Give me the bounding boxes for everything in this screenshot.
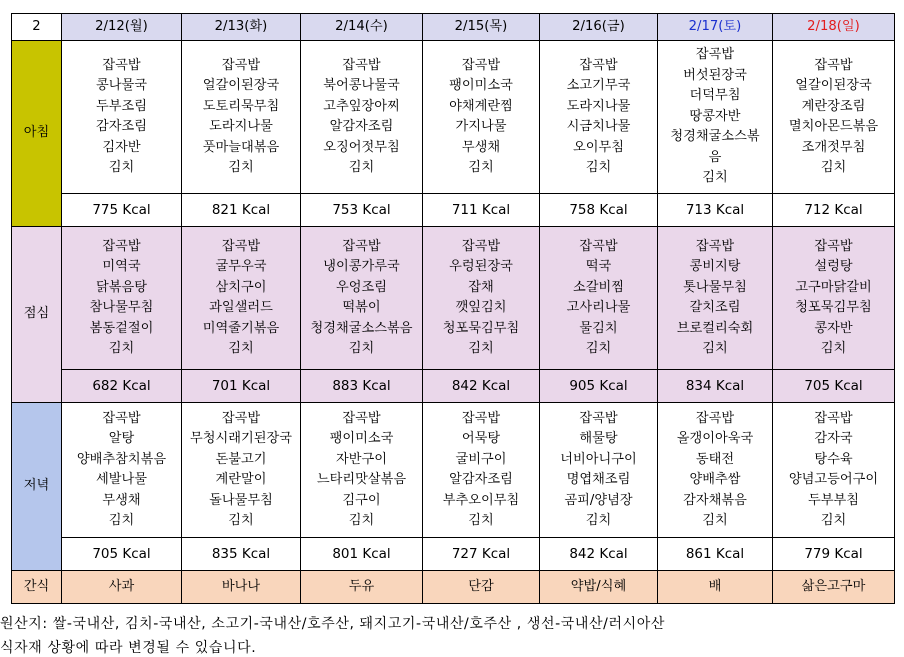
dish-item: 김치 — [228, 341, 254, 356]
dish-item: 고구마닭갈비 — [795, 279, 872, 295]
dish-item: 잡곡밥 — [221, 57, 261, 73]
dinner-label: 저녁 — [12, 403, 62, 571]
dish-item: 청경채굴소스볶 — [670, 129, 760, 145]
breakfast-menu-cell — [540, 41, 658, 194]
origin-note: 원산지: 쌀-국내산, 김치-국내산, 소고기-국내산/호주산, 돼지고기-국내산/호주산 , 생선-국내산/러시아산 — [0, 616, 665, 632]
day-header: 2/16(금) — [540, 14, 658, 41]
snack-cell: 사과 — [62, 571, 182, 604]
lunch-menu-cell — [62, 227, 182, 370]
breakfast-menu-cell — [62, 41, 182, 194]
dish-item: 야채계란찜 — [449, 98, 513, 114]
dish-item: 김자반 — [102, 139, 141, 155]
day-header: 2/12(월) — [62, 14, 182, 41]
dish-item: 양념고등어구이 — [788, 472, 879, 487]
dish-item: 잡곡밥 — [579, 238, 618, 254]
dish-item: 잡곡밥 — [814, 238, 853, 254]
dish-item: 김치 — [702, 341, 728, 356]
dish-item: 계란말이 — [215, 472, 267, 487]
dish-item: 잡곡밥 — [342, 410, 381, 426]
dish-item: 양배추쌈 — [689, 472, 741, 487]
dish-item: 알탕 — [108, 431, 135, 446]
dish-item: 부추오이무침 — [442, 492, 520, 508]
dish-item: 삼치구이 — [215, 279, 267, 295]
dish-item: 알감자조림 — [329, 119, 394, 134]
dish-item: 브로컬리숙회 — [676, 320, 754, 336]
dish-item: 김치 — [348, 160, 375, 175]
lunch-menu-cell — [423, 227, 540, 370]
dish-item: 떡볶이 — [342, 300, 381, 315]
dish-item: 감자국 — [814, 431, 853, 446]
lunch-dish-row — [12, 227, 895, 370]
dish-item: 명엽채조림 — [566, 472, 631, 487]
dish-item: 김치 — [820, 160, 847, 175]
dish-item: 무생채 — [102, 492, 141, 508]
dish-item: 가지나물 — [455, 119, 507, 134]
dish-item: 멸치아몬드볶음 — [788, 119, 879, 134]
dish-item: 냉이콩가루국 — [323, 259, 400, 274]
dish-item: 무생채 — [461, 139, 501, 155]
dish-item: 우엉조림 — [336, 279, 387, 295]
dish-item: 잡곡밥 — [102, 57, 141, 73]
dish-item: 도라지나물 — [209, 119, 273, 134]
kcal-cell: 705 Kcal — [773, 370, 895, 403]
breakfast-kcal-row — [12, 194, 895, 227]
dish-item: 북어콩나물국 — [323, 78, 400, 93]
kcal-cell: 711 Kcal — [423, 194, 540, 227]
dish-item: 김치 — [585, 513, 612, 528]
dish-item: 김치 — [468, 513, 494, 528]
dinner-menu-cell — [182, 403, 301, 538]
dish-item: 미역국 — [102, 259, 141, 274]
kcal-cell: 834 Kcal — [658, 370, 773, 403]
kcal-cell: 905 Kcal — [540, 370, 658, 403]
dish-item: 김치 — [108, 160, 135, 175]
dinner-menu-cell — [301, 403, 423, 538]
snack-cell: 두유 — [301, 571, 423, 604]
snack-cell: 삶은고구마 — [773, 571, 895, 604]
kcal-cell: 842 Kcal — [540, 538, 658, 571]
breakfast-menu-cell — [301, 41, 423, 194]
dish-item: 소고기무국 — [566, 78, 631, 93]
dish-item: 떡국 — [585, 259, 612, 274]
snack-cell: 약밥/식혜 — [540, 571, 658, 604]
dish-item: 김치 — [348, 513, 375, 528]
dish-item: 두부조림 — [96, 98, 147, 114]
kcal-cell: 701 Kcal — [182, 370, 301, 403]
snack-cell: 단감 — [423, 571, 540, 604]
dish-item: 올갱이아욱국 — [676, 431, 754, 446]
dish-item: 오징어젓무침 — [323, 139, 400, 155]
dish-item: 참나물무침 — [89, 300, 154, 315]
breakfast-menu-cell — [773, 41, 895, 194]
dish-item: 감자조림 — [96, 119, 147, 134]
breakfast-dish-row — [12, 41, 895, 194]
snack-cell: 배 — [658, 571, 773, 604]
kcal-cell: 712 Kcal — [773, 194, 895, 227]
dish-item: 콩비지탕 — [689, 259, 741, 274]
header-row — [12, 14, 895, 41]
dinner-dish-row — [12, 403, 895, 538]
dish-item: 잡곡밥 — [695, 47, 735, 63]
dish-item: 풋마늘대볶음 — [202, 139, 280, 155]
dish-item: 잡곡밥 — [814, 57, 853, 73]
dish-item: 굴비구이 — [455, 451, 507, 467]
kcal-cell: 705 Kcal — [62, 538, 182, 571]
dinner-menu-cell — [773, 403, 895, 538]
lunch-menu-cell — [182, 227, 301, 370]
dinner-menu-cell — [62, 403, 182, 538]
dish-item: 잡곡밥 — [579, 57, 618, 73]
dish-item: 미역줄기볶음 — [202, 320, 280, 336]
kcal-cell: 727 Kcal — [423, 538, 540, 571]
dish-item: 물김치 — [579, 320, 618, 336]
dish-item: 팽이미소국 — [449, 78, 513, 93]
dish-item: 김치 — [585, 160, 612, 175]
dish-item: 도라지나물 — [566, 98, 631, 114]
dish-item: 세발나물 — [96, 472, 147, 487]
dish-item: 조개젓무침 — [801, 139, 866, 155]
dish-item: 잡곡밥 — [695, 410, 735, 426]
dish-item: 너비아니구이 — [560, 451, 637, 467]
dish-item: 잡곡밥 — [695, 238, 735, 254]
lunch-menu-cell — [658, 227, 773, 370]
dish-item: 잡곡밥 — [579, 410, 618, 426]
dinner-kcal-row — [12, 538, 895, 571]
kcal-cell: 682 Kcal — [62, 370, 182, 403]
kcal-cell: 801 Kcal — [301, 538, 423, 571]
dish-item: 시금치나물 — [566, 119, 631, 134]
dish-item: 김치 — [228, 160, 254, 175]
dish-item: 자반구이 — [336, 451, 387, 467]
dish-item: 돌나물무침 — [209, 492, 273, 508]
breakfast-menu-cell — [182, 41, 301, 194]
dish-item: 더덕무침 — [689, 88, 741, 104]
kcal-cell: 883 Kcal — [301, 370, 423, 403]
lunch-label: 점심 — [12, 227, 62, 403]
dish-item: 잡곡밥 — [814, 410, 853, 426]
dish-item: 감자채볶음 — [683, 492, 747, 508]
dish-item: 콩나물국 — [96, 78, 147, 93]
day-header: 2/17(토) — [658, 14, 773, 41]
dish-item: 잡곡밥 — [461, 410, 501, 426]
dish-item: 잡곡밥 — [342, 57, 381, 73]
dish-item: 탕수육 — [814, 451, 853, 467]
dish-item: 고사리나물 — [566, 300, 631, 315]
dish-item: 알감자조림 — [449, 472, 513, 487]
dish-item: 김구이 — [342, 492, 381, 508]
dish-item: 잡채 — [468, 279, 494, 295]
kcal-cell: 861 Kcal — [658, 538, 773, 571]
weekly-meal-table — [11, 13, 895, 604]
snack-row — [12, 571, 895, 604]
lunch-menu-cell — [301, 227, 423, 370]
dish-item: 잡곡밥 — [461, 238, 501, 254]
dish-item: 버섯된장국 — [683, 67, 747, 83]
dish-item: 김치 — [585, 341, 612, 356]
dish-item: 잡곡밥 — [221, 410, 261, 426]
kcal-cell: 758 Kcal — [540, 194, 658, 227]
dish-item: 팽이미소국 — [329, 431, 394, 446]
kcal-cell: 821 Kcal — [182, 194, 301, 227]
dish-item: 굴무우국 — [215, 259, 267, 274]
dish-item: 느타리맛살볶음 — [316, 472, 407, 487]
dish-item: 김치 — [468, 341, 494, 356]
lunch-menu-cell — [773, 227, 895, 370]
dish-item: 닭볶음탕 — [96, 279, 147, 295]
dish-item: 잡곡밥 — [102, 238, 141, 254]
month-cell: 2 — [12, 14, 62, 41]
day-header: 2/13(화) — [182, 14, 301, 41]
snack-label: 간식 — [12, 571, 62, 604]
dish-item: 콩자반 — [814, 320, 853, 336]
dish-item: 김치 — [468, 160, 494, 175]
dish-item: 두부부침 — [808, 492, 859, 508]
dish-item: 양배추참치볶음 — [76, 451, 167, 467]
breakfast-menu-cell — [423, 41, 540, 194]
breakfast-label: 아침 — [12, 41, 62, 227]
dish-item: 얼갈이된장국 — [202, 78, 280, 93]
change-notice: 식자재 상황에 따라 변경될 수 있습니다. — [0, 640, 257, 656]
dish-item: 김치 — [702, 170, 728, 186]
dish-item: 김치 — [820, 513, 847, 528]
kcal-cell: 842 Kcal — [423, 370, 540, 403]
dish-item: 소갈비찜 — [573, 279, 624, 295]
dish-item: 과일샐러드 — [209, 300, 273, 315]
dish-item: 청포묵김무침 — [442, 320, 520, 336]
dinner-menu-cell — [658, 403, 773, 538]
kcal-cell: 713 Kcal — [658, 194, 773, 227]
day-header: 2/14(수) — [301, 14, 423, 41]
dish-item: 청경채굴소스볶음 — [310, 320, 413, 336]
breakfast-menu-cell — [658, 41, 773, 194]
dish-item: 어묵탕 — [461, 431, 501, 446]
kcal-cell: 835 Kcal — [182, 538, 301, 571]
dish-item: 얼갈이된장국 — [795, 78, 872, 93]
dish-item: 곰피/양념장 — [564, 492, 633, 508]
dish-item: 김치 — [820, 341, 847, 356]
dish-item: 도토리묵무침 — [202, 98, 280, 114]
dish-item: 잡곡밥 — [342, 238, 381, 254]
dish-item: 무청시래기된장국 — [190, 431, 292, 446]
dish-item: 김치 — [702, 513, 728, 528]
dish-item: 돈불고기 — [215, 451, 267, 467]
snack-cell: 바나나 — [182, 571, 301, 604]
dish-item: 김치 — [348, 341, 375, 356]
dinner-menu-cell — [540, 403, 658, 538]
dish-item: 계란장조림 — [801, 98, 866, 114]
dish-item: 톳나물무침 — [683, 279, 747, 295]
lunch-menu-cell — [540, 227, 658, 370]
dish-item: 김치 — [108, 341, 135, 356]
dish-item: 설렁탕 — [814, 259, 853, 274]
dish-item: 동태전 — [695, 451, 735, 467]
dish-item: 땅콩자반 — [689, 108, 741, 124]
lunch-kcal-row — [12, 370, 895, 403]
kcal-cell: 753 Kcal — [301, 194, 423, 227]
dish-item: 갈치조림 — [689, 300, 741, 315]
day-header: 2/18(일) — [773, 14, 895, 41]
dish-item: 고추잎장아찌 — [323, 98, 400, 114]
dish-item: 봄동겉절이 — [89, 320, 154, 336]
dinner-menu-cell — [423, 403, 540, 538]
dish-item: 김치 — [108, 513, 135, 528]
dish-item: 김치 — [228, 513, 254, 528]
dish-item: 우렁된장국 — [449, 259, 513, 274]
dish-item: 잡곡밥 — [102, 410, 141, 426]
dish-item: 음 — [708, 149, 722, 165]
kcal-cell: 779 Kcal — [773, 538, 895, 571]
kcal-cell: 775 Kcal — [62, 194, 182, 227]
dish-item: 잡곡밥 — [221, 238, 261, 254]
dish-item: 깻잎김치 — [455, 300, 507, 315]
dish-item: 잡곡밥 — [461, 57, 501, 73]
day-header: 2/15(목) — [423, 14, 540, 41]
dish-item: 해물탕 — [579, 431, 618, 446]
dish-item: 청포묵김무침 — [795, 300, 872, 315]
dish-item: 오이무침 — [573, 139, 624, 155]
